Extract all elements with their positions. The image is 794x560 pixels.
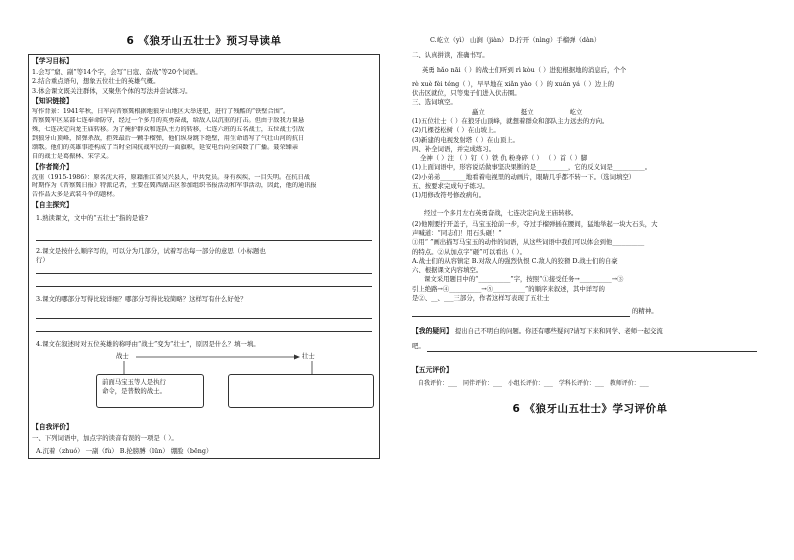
section-6-heading: 六、根据课文内容填空。 bbox=[412, 266, 483, 275]
mcq-options-cd: C.屹立（yì） 山涧（jiàn） D.拧开（nìng）手榴弹（dàn） bbox=[430, 36, 601, 44]
knowledge-heading: 【知识链接】 bbox=[32, 96, 73, 105]
answer-line[interactable] bbox=[36, 265, 372, 274]
peer-eval[interactable]: 同伴评价：___ bbox=[462, 379, 502, 387]
pinyin-line: 伏击区就位，只等鬼子们进入伏击圈。 bbox=[412, 89, 521, 98]
my-question-prompt: 提出自己不明白的问题。你还有哪些疑问?请写下来和同学、老师一起交流 bbox=[454, 326, 663, 335]
author-line: 时期作为《晋察冀日报》特派记者，主要在冀西湖击区参加组织书报活动和军事活动，因此，他的通讯报 bbox=[32, 182, 317, 190]
answer-line[interactable] bbox=[36, 310, 372, 319]
question-2: 2.课文是按什么顺序写的，可以分为几部分，试着写出每一部分的意思（小标题也 bbox=[36, 246, 266, 255]
revise-instruction: (1)用修改符号修改病句。 bbox=[412, 191, 485, 200]
answer-options: A.战士们的从容镇定 B.对敌人的强烈仇恨 C.敌人的狡猾 D.战士们的自豪 bbox=[412, 256, 618, 265]
flow-box-soldier bbox=[96, 374, 204, 408]
evaluation-row bbox=[412, 380, 768, 389]
group-leader-eval[interactable]: 小组长评价：___ bbox=[507, 379, 553, 387]
flow-box-text: 命令，是普数的战士。 bbox=[102, 386, 166, 395]
section-2-heading: 二、认真拼读，准确书写。 bbox=[412, 51, 489, 60]
page-title: 6 《狼牙山五壮士》预习导读单 bbox=[126, 35, 282, 47]
passage-task-2: 的特点。②从加点字“砸”可以看出（ ）。 bbox=[412, 247, 527, 256]
fill-blank-1: (1)五位壮士（ ）在狼牙山顶峰，就想着群众和部队主力远去的方向。 bbox=[412, 116, 609, 125]
flow-from-label: 战士 bbox=[116, 351, 129, 360]
knowledge-line: 晋察冀军区某部七连奉命防守，经过一个多月的英勇奋战，给敌人以沉重的打击。但由于敌我力量悬 bbox=[32, 116, 305, 124]
word-choice: 矗立 bbox=[472, 107, 485, 116]
section-4-heading: 四、补全词语，并完成练习。 bbox=[412, 144, 496, 153]
question-1: 1.熟读课文，文中的“五壮士”指的是谁? bbox=[36, 214, 148, 223]
passage-line: 声喊道：“同志们！用石头砸！” bbox=[412, 229, 502, 238]
question-2-cont: 行） bbox=[36, 255, 49, 264]
question-answer-line[interactable] bbox=[427, 344, 757, 352]
guide-box bbox=[28, 54, 380, 459]
structure-line: 引上绝路→④__________→⑤__________”的顺序来叙述，其中详写的 bbox=[412, 284, 605, 293]
sentence-to-revise: 经过一个多月左右英勇奋战，七连决定向龙王庙转移。 bbox=[424, 208, 578, 217]
knowledge-line: 殊，七连决定向龙王庙转移。为了掩护群众和连队主力的转移，七连六班的五名战士，五位战士引敌 bbox=[32, 125, 305, 133]
section-3-heading: 三、选词填空。 bbox=[412, 98, 457, 107]
title-change-diagram bbox=[32, 352, 376, 422]
goal-item: 3.体会课文既关注群体，又聚焦个体的写法并尝试练习。 bbox=[32, 86, 192, 95]
mcq-question: 一、下列词语中，加点字的读音有误的一项是（ ）。 bbox=[32, 433, 178, 442]
answer-line[interactable] bbox=[36, 232, 372, 241]
my-question-prompt-end: 吧。 bbox=[412, 342, 425, 351]
self-eval[interactable]: 自我评价：___ bbox=[418, 379, 458, 387]
goal-item: 1.会写“窟、副”等14个字，会写“日寇、奋战”等20个词语。 bbox=[32, 68, 202, 77]
passage-task-1: ①用“ ”画出描写马宝玉的动作的词语，从这些词语中我们可以体会到他__________ bbox=[412, 238, 645, 247]
right-page bbox=[412, 0, 768, 560]
knowledge-line: 自的战士是葛振林、宋学义。 bbox=[32, 152, 113, 160]
knowledge-line: 写作背景：1941年秋，日军向晋察冀根据地狼牙山地区大举进犯，进行了残酷的“铁壁合围”。 bbox=[32, 107, 290, 115]
flow-box-hero-answer[interactable] bbox=[228, 374, 374, 408]
flow-to-label: 壮士 bbox=[302, 351, 315, 360]
pinyin-line: 英勇 hǎo nāi（ ）的战士们听到 rì kòu（ ）进犯根据地的消息后，个个 bbox=[422, 65, 627, 74]
knowledge-line: 颂歌。他们的英雄事迹构成了当时全国抗战军民的一面旗帜，延安电台向全国数了广播。聂荣臻亲 bbox=[32, 143, 299, 151]
question-4: 4.课文在叙述时对五位英雄的称呼由“战士”变为“壮士”，原因是什么？填一填。 bbox=[36, 340, 260, 349]
answer-line[interactable] bbox=[36, 323, 372, 332]
evaluation-sheet-title: 6 《狼牙山五壮士》学习评价单 bbox=[512, 403, 668, 416]
word-choice: 挺立 bbox=[520, 107, 534, 116]
subject-leader-eval[interactable]: 学科长评价：___ bbox=[558, 379, 604, 387]
five-eval-heading: 【五元评价】 bbox=[412, 365, 453, 374]
pinyin-line: rè xuè fèi téng（ ），早早地在 xiǎn yào（ ）的 xuán yá（ ）边上的 bbox=[412, 79, 614, 88]
fill-blank-2: (2)几棵苍松树（ ）在山坡上。 bbox=[412, 126, 500, 135]
idiom-fill: 全神（ ）注 （ ）钉（ ）铁 仇 粉身碎（ ） （ ）首（ ）脚 bbox=[420, 154, 588, 163]
passage-line: (2)他刚要拧开盖子，马宝玉抢前一步，夺过手榴弹插在腰间，猛地举起一块大石头，大 bbox=[412, 219, 658, 228]
explore-heading: 【自主探究】 bbox=[32, 201, 73, 210]
my-question-row-2 bbox=[412, 342, 768, 351]
knowledge-line: 到狼牙山顶峰，留弹杀敌，拒死最后一颗手榴弹，他们纵身跳下绝壁，用生命谱写了气壮山河的抗日 bbox=[32, 134, 305, 142]
author-line: 沈重（1915-1986）：原名沈大祥，原籍浙江省吴兴县人，中共党员。身有疾疾，一目失明。在抗日战 bbox=[32, 173, 310, 181]
mcq-options-ab: A.沉着（zhuó） 一副（fù） B.抡膀膊（lūn） 绷脸（bēng） bbox=[36, 446, 213, 455]
question-3: 3.课文的哪部分写得比较详细？哪部分写得比较简略？这样写有什么好处？ bbox=[36, 295, 247, 304]
word-choices bbox=[412, 108, 768, 117]
self-eval-heading: 【自我评价】 bbox=[32, 422, 73, 431]
author-line: 告作品大多是武装斗争的题材。 bbox=[32, 191, 119, 199]
left-page bbox=[28, 0, 380, 560]
my-question-heading: 【我的疑问】 bbox=[412, 326, 453, 335]
structure-line: 课文采用题目中的“__________”字，按照“①接受任务→__________→③ bbox=[424, 275, 624, 284]
structure-answer-row bbox=[412, 307, 768, 316]
teacher-eval[interactable]: 教师评价：___ bbox=[609, 379, 649, 387]
idiom-question-1: (1)上面词语中，形容说话做事坚决果断的是__________，它的反义词是__________。 bbox=[412, 163, 652, 172]
spirit-blank[interactable] bbox=[412, 309, 630, 317]
word-choice: 屹立 bbox=[569, 107, 583, 116]
my-question-row bbox=[412, 327, 768, 337]
flow-box-text: 前面马宝玉等人是执行 bbox=[102, 377, 166, 386]
answer-line[interactable] bbox=[36, 278, 372, 287]
structure-end: 的精神。 bbox=[632, 307, 658, 316]
section-5-heading: 五、按要求完成句子练习。 bbox=[412, 181, 489, 190]
fill-blank-3: (3)新建的电视发射塔（ ）在山顶上。 bbox=[412, 135, 519, 144]
goal-item: 2.结合重点语句，想象五位壮士的英雄气概。 bbox=[32, 77, 160, 86]
goals-heading: 【学习目标】 bbox=[32, 57, 73, 66]
structure-line: 是②、__、___三部分，作者这样写表现了五壮士 bbox=[412, 294, 550, 303]
author-heading: 【作者简介】 bbox=[32, 162, 73, 171]
idiom-question-2: (2)小弟弟________地看着电视里的动画片，眼睛几乎都不转一下。（选词填空） bbox=[412, 172, 636, 181]
